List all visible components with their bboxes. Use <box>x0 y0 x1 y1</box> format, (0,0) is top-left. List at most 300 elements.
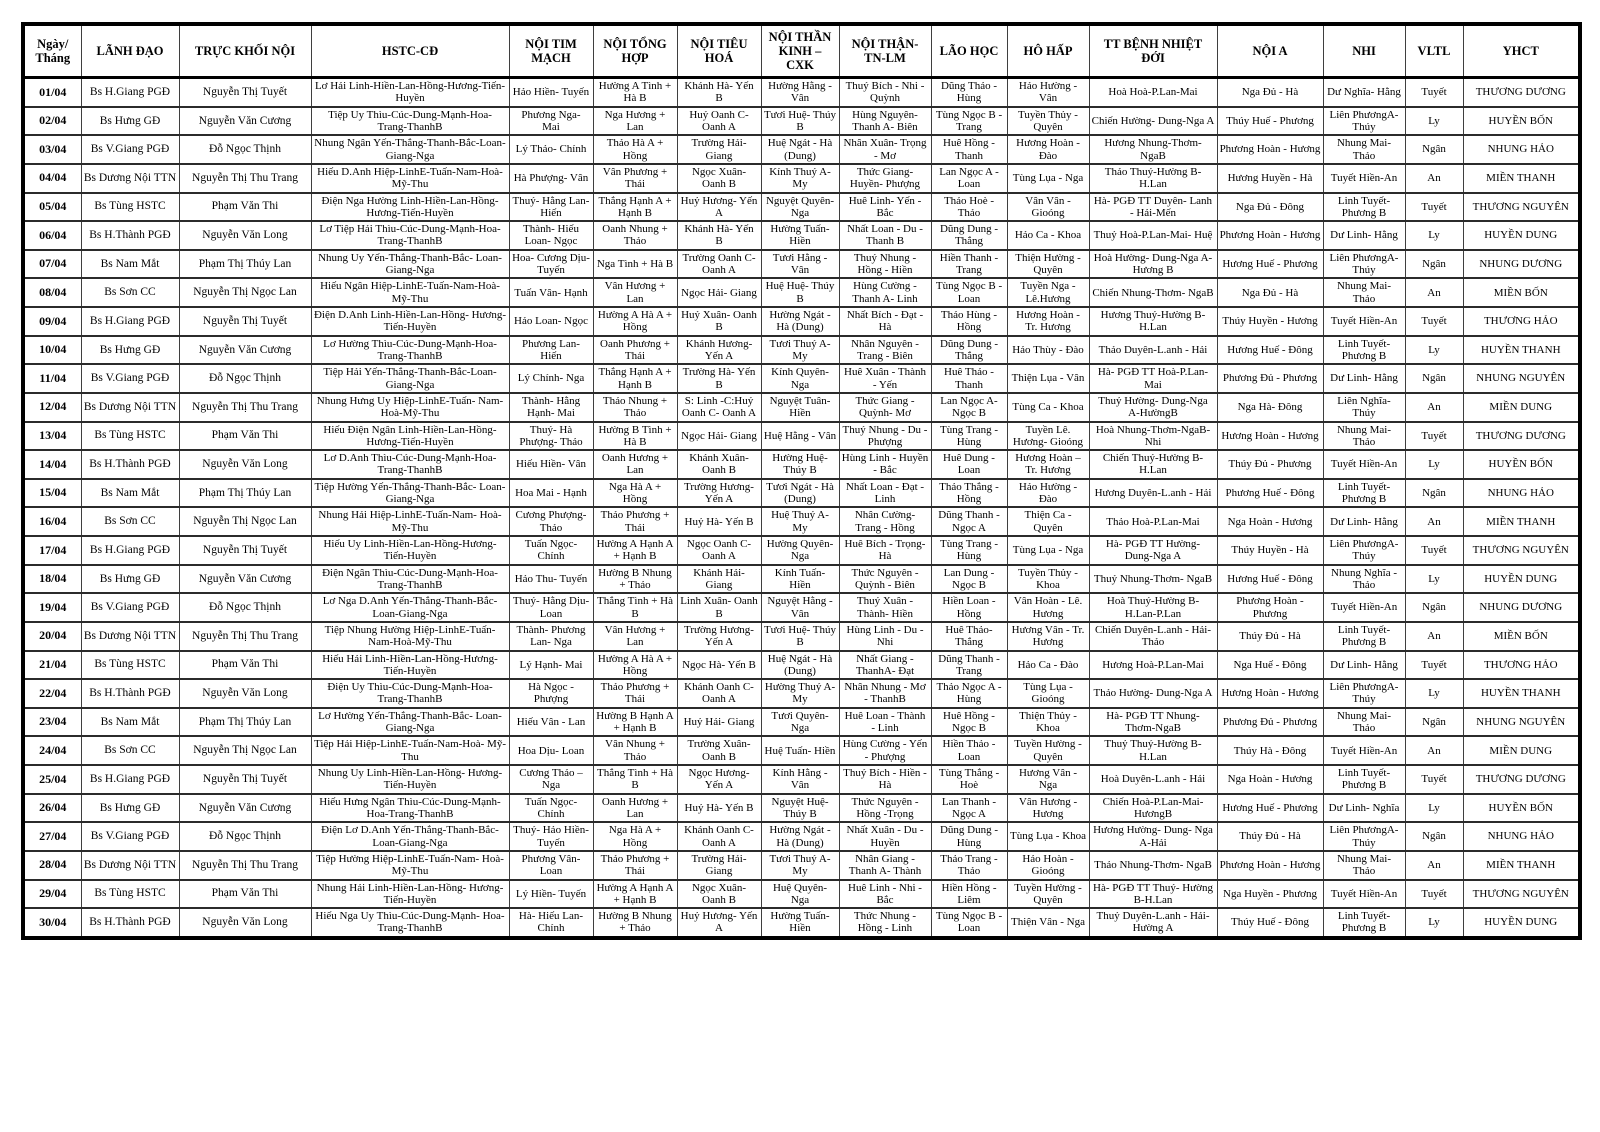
cell-tim_mach: Thành- Hằng Hạnh- Mai <box>509 393 593 422</box>
cell-ho_hap: Thiện Vân - Nga <box>1007 908 1089 938</box>
cell-nhi: Dư Nghĩa- Hằng <box>1323 78 1405 107</box>
cell-vltl: Tuyết <box>1405 651 1463 680</box>
cell-tt_benh: Thảo Nhung-Thơm- NgaB <box>1089 851 1217 880</box>
cell-lanh_dao: Bs Dương Nội TTN <box>81 393 179 422</box>
cell-vltl: An <box>1405 393 1463 422</box>
cell-than_kinh: Hường Quyên- Nga <box>761 536 839 565</box>
cell-lao_hoc: Tùng Ngọc B - Loan <box>931 908 1007 938</box>
cell-truc_khoi_noi: Phạm Thị Thúy Lan <box>179 250 311 279</box>
cell-hstc: Tiệp Uy Thìu-Cúc-Dung-Mạnh-Hoa-Trang-ThanhB <box>311 107 509 136</box>
cell-ho_hap: Tùng Lụa - Nga <box>1007 536 1089 565</box>
cell-than_tn_lm: Hùng Linh - Du - Nhi <box>839 622 931 651</box>
cell-vltl: Ly <box>1405 450 1463 479</box>
cell-yhct: NHUNG HẢO <box>1463 822 1580 851</box>
cell-vltl: Tuyết <box>1405 536 1463 565</box>
cell-tt_benh: Thảo Thuý-Hường B- H.Lan <box>1089 164 1217 193</box>
cell-noi_a: Thúy Huế - Phương <box>1217 107 1323 136</box>
cell-truc_khoi_noi: Phạm Thị Thúy Lan <box>179 708 311 737</box>
cell-hstc: Nhung Uy Linh-Hiền-Lan-Hồng- Hương-Tiến-Huyền <box>311 765 509 794</box>
cell-noi_a: Hương Hoàn - Hương <box>1217 422 1323 451</box>
cell-ho_hap: Hương Vân - Nga <box>1007 765 1089 794</box>
cell-tt_benh: Thuỷ Thuý-Hường B- H.Lan <box>1089 736 1217 765</box>
cell-date: 30/04 <box>23 908 81 938</box>
cell-yhct: MIỀN BỐN <box>1463 278 1580 307</box>
cell-than_tn_lm: Thuý Bích - Nhi - Quỳnh <box>839 78 931 107</box>
cell-vltl: Ly <box>1405 107 1463 136</box>
cell-date: 19/04 <box>23 593 81 622</box>
cell-nhi: Liên PhươngA- Thúy <box>1323 250 1405 279</box>
cell-truc_khoi_noi: Nguyễn Văn Long <box>179 450 311 479</box>
cell-tieu_hoa: Trường Hương- Yến A <box>677 622 761 651</box>
cell-tieu_hoa: Ngọc Hà- Yến B <box>677 651 761 680</box>
cell-lao_hoc: Thảo Thắng - Hồng <box>931 479 1007 508</box>
cell-date: 24/04 <box>23 736 81 765</box>
cell-nhi: Nhung Mai- Thảo <box>1323 851 1405 880</box>
cell-tt_benh: Hà- PGĐ TT Hường- Dung-Nga A <box>1089 536 1217 565</box>
cell-tieu_hoa: Linh Xuân- Oanh B <box>677 593 761 622</box>
cell-tieu_hoa: Ngọc Xuân- Oanh B <box>677 164 761 193</box>
cell-hstc: Điện Lơ D.Anh Yến-Thắng-Thanh-Bắc- Loan-Giang-Nga <box>311 822 509 851</box>
cell-noi_a: Nga Hoàn - Hương <box>1217 507 1323 536</box>
cell-yhct: THƯƠNG HẢO <box>1463 307 1580 336</box>
table-row-14-04 <box>23 450 1580 479</box>
cell-vltl: Ly <box>1405 221 1463 250</box>
cell-vltl: Tuyết <box>1405 193 1463 222</box>
cell-than_kinh: Tươi Thuý A- My <box>761 336 839 365</box>
cell-yhct: HUYỀN THANH <box>1463 679 1580 708</box>
cell-tim_mach: Hoa Dịu- Loan <box>509 736 593 765</box>
cell-tt_benh: Hương Duyên-L.anh - Hải <box>1089 479 1217 508</box>
table-row-26-04 <box>23 794 1580 823</box>
cell-nhi: Nhung Nghĩa - Thảo <box>1323 565 1405 594</box>
table-row-03-04 <box>23 135 1580 164</box>
cell-ho_hap: Hảo Thùy - Đào <box>1007 336 1089 365</box>
cell-lanh_dao: Bs Dương Nội TTN <box>81 622 179 651</box>
cell-nhi: Tuyết Hiền-An <box>1323 450 1405 479</box>
cell-nhi: Tuyết Hiền-An <box>1323 164 1405 193</box>
cell-than_kinh: Kính Hằng - Vân <box>761 765 839 794</box>
cell-tim_mach: Phương Nga- Mai <box>509 107 593 136</box>
cell-vltl: An <box>1405 622 1463 651</box>
table-row-30-04 <box>23 908 1580 938</box>
cell-tim_mach: Hoa- Cương Dịu- Tuyến <box>509 250 593 279</box>
cell-lao_hoc: Thảo Trang - Thảo <box>931 851 1007 880</box>
cell-tt_benh: Hương Hoà-P.Lan-Mai <box>1089 651 1217 680</box>
cell-than_tn_lm: Nhân Nhung - Mơ - ThanhB <box>839 679 931 708</box>
cell-vltl: Tuyết <box>1405 422 1463 451</box>
cell-vltl: Ly <box>1405 794 1463 823</box>
cell-lao_hoc: Huê Dung - Loan <box>931 450 1007 479</box>
cell-tt_benh: Chiến Hoà-P.Lan-Mai- HươngB <box>1089 794 1217 823</box>
cell-ho_hap: Hương Vân - Tr. Hương <box>1007 622 1089 651</box>
cell-date: 07/04 <box>23 250 81 279</box>
cell-vltl: An <box>1405 164 1463 193</box>
cell-truc_khoi_noi: Phạm Văn Thi <box>179 651 311 680</box>
cell-tieu_hoa: Huỷ Hà- Yến B <box>677 794 761 823</box>
cell-tieu_hoa: Trường Oanh C- Oanh A <box>677 250 761 279</box>
cell-tim_mach: Thuý- Hằng Dịu- Loan <box>509 593 593 622</box>
cell-hstc: Hiếu Nga Uy Thìu-Cúc-Dung-Mạnh- Hoa-Trang-ThanhB <box>311 908 509 938</box>
cell-truc_khoi_noi: Phạm Văn Thi <box>179 193 311 222</box>
cell-date: 12/04 <box>23 393 81 422</box>
cell-date: 16/04 <box>23 507 81 536</box>
cell-ho_hap: Hảo Hoàn - Gioóng <box>1007 851 1089 880</box>
cell-lanh_dao: Bs H.Giang PGĐ <box>81 78 179 107</box>
cell-yhct: HUYỀN DUNG <box>1463 565 1580 594</box>
table-row-22-04 <box>23 679 1580 708</box>
cell-than_kinh: Huệ Huệ- Thúy B <box>761 278 839 307</box>
cell-ho_hap: Thiện Lụa - Vân <box>1007 364 1089 393</box>
cell-noi_a: Nga Đủ - Hà <box>1217 278 1323 307</box>
header-row <box>23 24 1580 78</box>
cell-yhct: HUYỀN BỐN <box>1463 107 1580 136</box>
table-row-17-04 <box>23 536 1580 565</box>
cell-hstc: Điện Ngân Thìu-Cúc-Dung-Mạnh-Hoa- Trang-ThanhB <box>311 565 509 594</box>
cell-lanh_dao: Bs H.Giang PGĐ <box>81 307 179 336</box>
cell-tt_benh: Hương Thuý-Hường B- H.Lan <box>1089 307 1217 336</box>
cell-lanh_dao: Bs Nam Mắt <box>81 250 179 279</box>
cell-lao_hoc: Huê Thảo - Thanh <box>931 364 1007 393</box>
cell-truc_khoi_noi: Phạm Văn Thi <box>179 422 311 451</box>
cell-than_kinh: Kính Quyên- Nga <box>761 364 839 393</box>
cell-tim_mach: Hảo Thu- Tuyến <box>509 565 593 594</box>
column-header-lanh_dao: LÃNH ĐẠO <box>81 24 179 78</box>
cell-yhct: MIỀN THANH <box>1463 851 1580 880</box>
cell-ho_hap: Tuyền Thủy - Khoa <box>1007 565 1089 594</box>
cell-tieu_hoa: S: Linh -C:Huỷ Oanh C- Oanh A <box>677 393 761 422</box>
cell-tim_mach: Thuý- Hà Phượng- Thảo <box>509 422 593 451</box>
table-row-19-04 <box>23 593 1580 622</box>
cell-tt_benh: Hà- PGĐ TT Duyên- Lanh - Hải-Mến <box>1089 193 1217 222</box>
cell-than_tn_lm: Nhất Loan - Đạt - Linh <box>839 479 931 508</box>
cell-lanh_dao: Bs V.Giang PGĐ <box>81 593 179 622</box>
cell-date: 01/04 <box>23 78 81 107</box>
table-row-01-04 <box>23 78 1580 107</box>
cell-ho_hap: Vân Hương - Hương <box>1007 794 1089 823</box>
cell-date: 09/04 <box>23 307 81 336</box>
cell-tt_benh: Chiến Duyên-L.anh - Hải-Thảo <box>1089 622 1217 651</box>
cell-tong_hop: Nga Tình + Hà B <box>593 250 677 279</box>
table-body <box>23 78 1580 938</box>
cell-than_tn_lm: Thức Giang- Huyền- Phượng <box>839 164 931 193</box>
cell-than_kinh: Hường Tuấn- Hiền <box>761 221 839 250</box>
cell-yhct: THƯƠNG NGUYÊN <box>1463 193 1580 222</box>
cell-lanh_dao: Bs H.Thành PGĐ <box>81 221 179 250</box>
cell-than_kinh: Hường Huệ- Thúy B <box>761 450 839 479</box>
cell-nhi: Linh Tuyết- Phương B <box>1323 908 1405 938</box>
cell-yhct: THƯƠNG DƯƠNG <box>1463 422 1580 451</box>
cell-than_tn_lm: Nhất Xuân - Du - Huyền <box>839 822 931 851</box>
cell-lanh_dao: Bs H.Giang PGĐ <box>81 536 179 565</box>
cell-than_tn_lm: Huê Linh- Yến - Bắc <box>839 193 931 222</box>
cell-tieu_hoa: Trường Hải- Giang <box>677 851 761 880</box>
column-header-tt_benh: TT BỆNH NHIỆT ĐỚI <box>1089 24 1217 78</box>
table-row-18-04 <box>23 565 1580 594</box>
cell-lao_hoc: Tùng Ngọc B - Loan <box>931 278 1007 307</box>
cell-tieu_hoa: Khánh Xuân- Oanh B <box>677 450 761 479</box>
table-row-24-04 <box>23 736 1580 765</box>
cell-hstc: Điện Uy Thìu-Cúc-Dung-Mạnh-Hoa- Trang-ThanhB <box>311 679 509 708</box>
cell-date: 13/04 <box>23 422 81 451</box>
cell-tim_mach: Cương Phượng- Thảo <box>509 507 593 536</box>
table-row-07-04 <box>23 250 1580 279</box>
cell-vltl: Ngân <box>1405 708 1463 737</box>
cell-lao_hoc: Hiền Thanh - Trang <box>931 250 1007 279</box>
cell-noi_a: Hương Huế - Đông <box>1217 565 1323 594</box>
cell-than_kinh: Huệ Hằng - Vân <box>761 422 839 451</box>
cell-noi_a: Nga Huế - Đông <box>1217 651 1323 680</box>
cell-tim_mach: Hà- Hiếu Lan- Chính <box>509 908 593 938</box>
cell-nhi: Liên PhươngA- Thúy <box>1323 822 1405 851</box>
cell-yhct: THƯƠNG DƯƠNG <box>1463 78 1580 107</box>
table-row-29-04 <box>23 880 1580 909</box>
cell-hstc: Tiệp Hải Hiệp-LinhE-Tuấn-Nam-Hoà- Mỹ-Thu <box>311 736 509 765</box>
cell-yhct: NHUNG DƯƠNG <box>1463 250 1580 279</box>
cell-date: 20/04 <box>23 622 81 651</box>
cell-than_tn_lm: Thức Nhung - Hồng - Linh <box>839 908 931 938</box>
cell-tieu_hoa: Khánh Hà- Yến B <box>677 221 761 250</box>
cell-nhi: Linh Tuyết- Phương B <box>1323 336 1405 365</box>
cell-nhi: Tuyết Hiền-An <box>1323 880 1405 909</box>
cell-ho_hap: Tùng Lụa - Nga <box>1007 164 1089 193</box>
cell-truc_khoi_noi: Đỗ Ngọc Thịnh <box>179 135 311 164</box>
cell-noi_a: Hương Huế - Đông <box>1217 336 1323 365</box>
cell-than_tn_lm: Huê Xuân - Thành - Yến <box>839 364 931 393</box>
cell-nhi: Tuyết Hiền-An <box>1323 593 1405 622</box>
cell-lanh_dao: Bs Hưng GĐ <box>81 336 179 365</box>
cell-noi_a: Nga Hoàn - Hương <box>1217 765 1323 794</box>
cell-than_tn_lm: Hùng Linh - Huyền - Bắc <box>839 450 931 479</box>
cell-tieu_hoa: Ngọc Xuân- Oanh B <box>677 880 761 909</box>
cell-lao_hoc: Huê Hồng - Ngọc B <box>931 708 1007 737</box>
cell-yhct: HUYỀN DUNG <box>1463 221 1580 250</box>
cell-tt_benh: Thuỷ Nhung-Thơm- NgaB <box>1089 565 1217 594</box>
cell-tim_mach: Hà Ngọc - Phượng <box>509 679 593 708</box>
table-row-09-04 <box>23 307 1580 336</box>
cell-tt_benh: Hoà Hường- Dung-Nga A-Hương B <box>1089 250 1217 279</box>
cell-than_tn_lm: Hùng Nguyên- Thanh A- Biên <box>839 107 931 136</box>
cell-tim_mach: Hoa Mai - Hạnh <box>509 479 593 508</box>
cell-vltl: Ngân <box>1405 250 1463 279</box>
cell-truc_khoi_noi: Đỗ Ngọc Thịnh <box>179 364 311 393</box>
cell-truc_khoi_noi: Phạm Văn Thi <box>179 880 311 909</box>
cell-noi_a: Thúy Đủ - Hà <box>1217 622 1323 651</box>
cell-noi_a: Nga Đủ - Hà <box>1217 78 1323 107</box>
cell-truc_khoi_noi: Nguyễn Thị Thu Trang <box>179 164 311 193</box>
table-row-25-04 <box>23 765 1580 794</box>
cell-yhct: THƯƠNG DƯƠNG <box>1463 765 1580 794</box>
cell-nhi: Dư Linh- Hằng <box>1323 507 1405 536</box>
cell-truc_khoi_noi: Nguyễn Thị Thu Trang <box>179 622 311 651</box>
cell-hstc: Lơ Hải Linh-Hiền-Lan-Hồng-Hương-Tiến-Huyền <box>311 78 509 107</box>
cell-ho_hap: Tuyền Lê. Hương- Gioóng <box>1007 422 1089 451</box>
table-row-16-04 <box>23 507 1580 536</box>
column-header-than_tn_lm: NỘI THẬN-TN-LM <box>839 24 931 78</box>
column-header-nhi: NHI <box>1323 24 1405 78</box>
cell-than_kinh: Huệ Thuý A- My <box>761 507 839 536</box>
cell-lanh_dao: Bs Sơn CC <box>81 736 179 765</box>
cell-ho_hap: Hảo Ca - Khoa <box>1007 221 1089 250</box>
cell-lao_hoc: Hiền Loan - Hồng <box>931 593 1007 622</box>
cell-vltl: An <box>1405 851 1463 880</box>
cell-nhi: Tuyết Hiền-An <box>1323 736 1405 765</box>
cell-than_kinh: Nguyệt Huệ- Thúy B <box>761 794 839 823</box>
table-row-23-04 <box>23 708 1580 737</box>
cell-tieu_hoa: Huỷ Oanh C- Oanh A <box>677 107 761 136</box>
cell-tim_mach: Lý Thảo- Chính <box>509 135 593 164</box>
cell-vltl: An <box>1405 507 1463 536</box>
cell-ho_hap: Hương Hoàn - Tr. Hương <box>1007 307 1089 336</box>
cell-nhi: Nhung Mai- Thảo <box>1323 278 1405 307</box>
cell-hstc: Hiếu Hải Linh-Hiền-Lan-Hồng-Hương- Tiến-Huyền <box>311 651 509 680</box>
cell-than_tn_lm: Hùng Cường - Thanh A- Linh <box>839 278 931 307</box>
cell-ho_hap: Tùng Lụa - Khoa <box>1007 822 1089 851</box>
cell-hstc: Điện Nga Hường Linh-Hiền-Lan-Hồng- Hương-Tiến-Huyền <box>311 193 509 222</box>
cell-ho_hap: Hảo Hường - Vân <box>1007 78 1089 107</box>
cell-date: 22/04 <box>23 679 81 708</box>
cell-lao_hoc: Tùng Thắng - Hoè <box>931 765 1007 794</box>
cell-tong_hop: Thắng Tình + Hà B <box>593 765 677 794</box>
cell-vltl: Ngân <box>1405 135 1463 164</box>
cell-truc_khoi_noi: Nguyễn Văn Cương <box>179 565 311 594</box>
cell-truc_khoi_noi: Nguyễn Văn Cương <box>179 336 311 365</box>
cell-ho_hap: Hảo Ca - Đào <box>1007 651 1089 680</box>
cell-lao_hoc: Dũng Dung - Thắng <box>931 336 1007 365</box>
cell-date: 27/04 <box>23 822 81 851</box>
cell-hstc: Nhung Ngân Yến-Thắng-Thanh-Bắc-Loan-Giang-Nga <box>311 135 509 164</box>
cell-vltl: Tuyết <box>1405 307 1463 336</box>
cell-truc_khoi_noi: Đỗ Ngọc Thịnh <box>179 593 311 622</box>
cell-truc_khoi_noi: Nguyễn Văn Long <box>179 221 311 250</box>
cell-than_tn_lm: Nhân Xuân- Trọng - Mơ <box>839 135 931 164</box>
cell-yhct: THƯƠNG NGUYÊN <box>1463 880 1580 909</box>
cell-noi_a: Thúy Huyền - Hà <box>1217 536 1323 565</box>
cell-vltl: Ly <box>1405 565 1463 594</box>
cell-lao_hoc: Lan Dung - Ngọc B <box>931 565 1007 594</box>
cell-lao_hoc: Hiền Hồng - Liêm <box>931 880 1007 909</box>
cell-noi_a: Phương Hoàn - Hương <box>1217 135 1323 164</box>
cell-date: 25/04 <box>23 765 81 794</box>
cell-ho_hap: Hương Hoàn - Đào <box>1007 135 1089 164</box>
column-header-date: Ngày/ Tháng <box>23 24 81 78</box>
cell-than_kinh: Hường Ngát - Hà (Dung) <box>761 822 839 851</box>
cell-than_tn_lm: Nhất Bích - Đạt - Hà <box>839 307 931 336</box>
column-header-tieu_hoa: NỘI TIÊU HOÁ <box>677 24 761 78</box>
cell-tieu_hoa: Huỷ Hà- Yến B <box>677 507 761 536</box>
table-row-02-04 <box>23 107 1580 136</box>
cell-nhi: Liên PhươngA- Thúy <box>1323 536 1405 565</box>
table-row-10-04 <box>23 336 1580 365</box>
cell-hstc: Lơ Hường Thìu-Cúc-Dung-Mạnh-Hoa- Trang-ThanhB <box>311 336 509 365</box>
cell-noi_a: Thúy Huyền - Hương <box>1217 307 1323 336</box>
cell-vltl: Tuyết <box>1405 765 1463 794</box>
cell-truc_khoi_noi: Nguyễn Văn Long <box>179 679 311 708</box>
cell-tong_hop: Hường A Hà A + Hồng <box>593 651 677 680</box>
cell-date: 29/04 <box>23 880 81 909</box>
cell-yhct: HUYỀN DUNG <box>1463 908 1580 938</box>
cell-lao_hoc: Thảo Ngọc A - Hùng <box>931 679 1007 708</box>
cell-noi_a: Thúy Đủ - Phương <box>1217 450 1323 479</box>
cell-nhi: Linh Tuyết- Phương B <box>1323 622 1405 651</box>
cell-than_kinh: Hường Hằng -Vân <box>761 78 839 107</box>
cell-tong_hop: Thảo Phương + Thái <box>593 679 677 708</box>
cell-tong_hop: Hường B Nhung + Thảo <box>593 908 677 938</box>
cell-tim_mach: Thuý- Hằng Lan- Hiến <box>509 193 593 222</box>
cell-nhi: Nhung Mai- Thảo <box>1323 708 1405 737</box>
cell-tt_benh: Thuỷ Duyên-L.anh - Hải- Hường A <box>1089 908 1217 938</box>
cell-vltl: Tuyết <box>1405 880 1463 909</box>
cell-than_tn_lm: Thuý Nhung - Hồng - Hiền <box>839 250 931 279</box>
cell-hstc: Hiếu Hưng Ngân Thìu-Cúc-Dung-Mạnh- Hoa-Trang-ThanhB <box>311 794 509 823</box>
cell-hstc: Nhung Hải Hiệp-LinhE-Tuấn-Nam- Hoà-Mỹ-Thu <box>311 507 509 536</box>
cell-tim_mach: Tuấn Ngọc- Chính <box>509 536 593 565</box>
cell-tong_hop: Hường A Hạnh A + Hạnh B <box>593 536 677 565</box>
cell-tong_hop: Oanh Nhung + Thảo <box>593 221 677 250</box>
cell-than_kinh: Tươi Huệ- Thúy B <box>761 622 839 651</box>
cell-tieu_hoa: Khánh Oanh C- Oanh A <box>677 679 761 708</box>
cell-than_kinh: Kính Thuý A- My <box>761 164 839 193</box>
cell-lao_hoc: Hiền Thảo - Loan <box>931 736 1007 765</box>
cell-lao_hoc: Dũng Dung - Thắng <box>931 221 1007 250</box>
cell-hstc: Tiệp Hường Yến-Thắng-Thanh-Bắc- Loan-Giang-Nga <box>311 479 509 508</box>
cell-noi_a: Phương Hoàn - Phương <box>1217 593 1323 622</box>
cell-tong_hop: Thắng Hạnh A + Hạnh B <box>593 193 677 222</box>
cell-lao_hoc: Huê Hồng - Thanh <box>931 135 1007 164</box>
cell-date: 28/04 <box>23 851 81 880</box>
cell-ho_hap: Vân Vân - Gioóng <box>1007 193 1089 222</box>
cell-tim_mach: Phương Vân- Loan <box>509 851 593 880</box>
cell-nhi: Linh Tuyết- Phương B <box>1323 193 1405 222</box>
cell-than_kinh: Tươi Hằng - Vân <box>761 250 839 279</box>
cell-hstc: Điện D.Anh Linh-Hiền-Lan-Hồng- Hương-Tiến-Huyền <box>311 307 509 336</box>
table-row-21-04 <box>23 651 1580 680</box>
cell-tim_mach: Thành- Phương Lan- Nga <box>509 622 593 651</box>
cell-hstc: Nhung Hải Linh-Hiền-Lan-Hồng- Hương-Tiến-Huyền <box>311 880 509 909</box>
cell-tim_mach: Thành- Hiếu Loan- Ngọc <box>509 221 593 250</box>
cell-than_kinh: Huệ Quyên- Nga <box>761 880 839 909</box>
cell-truc_khoi_noi: Nguyễn Thị Tuyết <box>179 78 311 107</box>
cell-yhct: NHUNG DƯƠNG <box>1463 593 1580 622</box>
cell-noi_a: Nga Huyền - Phương <box>1217 880 1323 909</box>
cell-than_kinh: Kính Tuấn- Hiền <box>761 565 839 594</box>
cell-nhi: Tuyết Hiền-An <box>1323 307 1405 336</box>
cell-date: 04/04 <box>23 164 81 193</box>
cell-than_tn_lm: Huê Bích - Trọng- Hà <box>839 536 931 565</box>
cell-date: 10/04 <box>23 336 81 365</box>
cell-tong_hop: Thảo Hà A + Hồng <box>593 135 677 164</box>
cell-nhi: Nhung Mai- Thảo <box>1323 135 1405 164</box>
table-header-row <box>23 24 1580 78</box>
cell-tt_benh: Thảo Duyên-L.anh - Hải <box>1089 336 1217 365</box>
cell-hstc: Lơ D.Anh Thìu-Cúc-Dung-Mạnh-Hoa- Trang-ThanhB <box>311 450 509 479</box>
cell-tong_hop: Hường A Hạnh A + Hạnh B <box>593 880 677 909</box>
cell-hstc: Nhung Hưng Uy Hiệp-LinhE-Tuấn- Nam-Hoà-Mỹ-Thu <box>311 393 509 422</box>
cell-tt_benh: Hoà Nhung-Thơm-NgaB- Nhi <box>1089 422 1217 451</box>
table-row-12-04 <box>23 393 1580 422</box>
cell-than_tn_lm: Nhất Loan - Du - Thanh B <box>839 221 931 250</box>
cell-tieu_hoa: Huỷ Xuân- Oanh B <box>677 307 761 336</box>
cell-hstc: Tiệp Nhung Hường Hiệp-LinhE-Tuấn- Nam-Hoà-Mỹ-Thu <box>311 622 509 651</box>
cell-than_kinh: Hường Thuý A- My <box>761 679 839 708</box>
table-row-28-04 <box>23 851 1580 880</box>
cell-ho_hap: Tùng Lụa - Gioóng <box>1007 679 1089 708</box>
cell-than_kinh: Tươi Ngát - Hà (Dung) <box>761 479 839 508</box>
cell-nhi: Dư Linh- Hằng <box>1323 364 1405 393</box>
column-header-truc_khoi_noi: TRỰC KHỐI NỘI <box>179 24 311 78</box>
cell-nhi: Liên PhươngA- Thúy <box>1323 107 1405 136</box>
cell-vltl: Ly <box>1405 336 1463 365</box>
cell-truc_khoi_noi: Nguyễn Thị Tuyết <box>179 307 311 336</box>
